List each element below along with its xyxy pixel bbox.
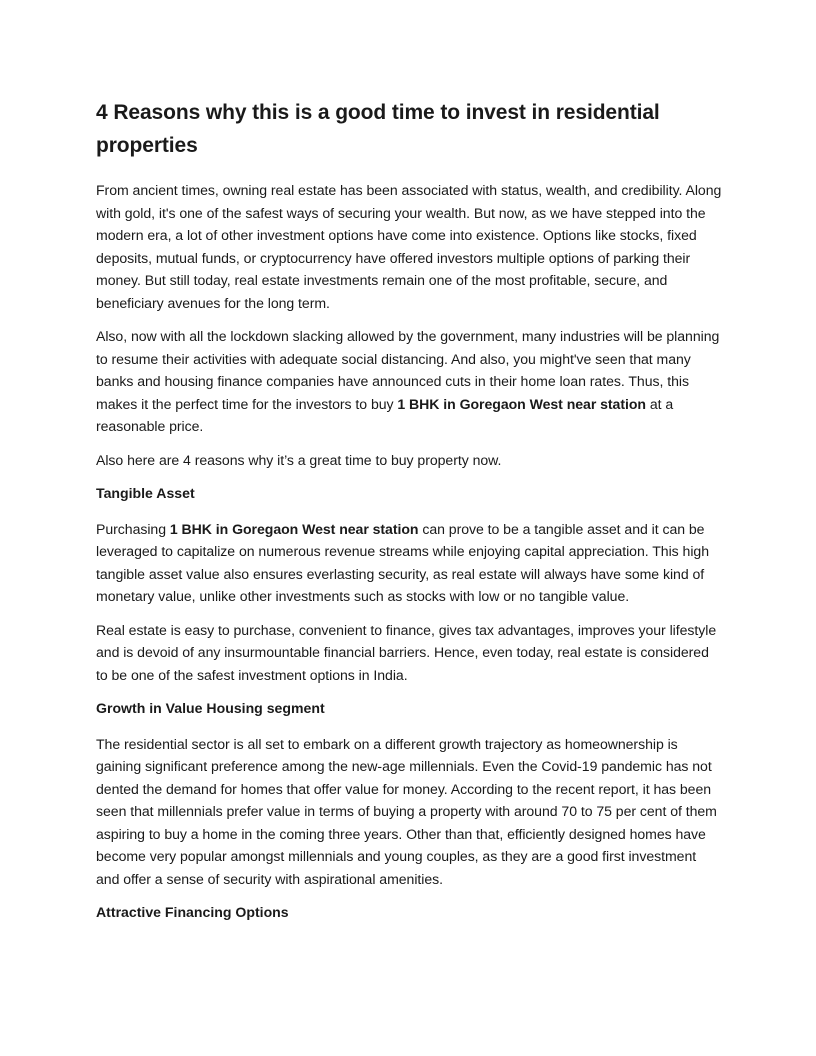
section-heading-financing: Attractive Financing Options [96,904,289,920]
intro-paragraph-1: From ancient times, owning real estate has been associated with status, wealth, and credibility. Along with gold, it's one of the safest ways of securing your wealth. But now, as we have stepped into the modern era, a lot of other investment options have come into existence. Options like stocks, fixed deposits, mutual funds, or cryptocurrency have offered investors multiple options of parking their money. But still today, real estate investments remain one of the most profitable, secure, and beneficiary avenues for the long term. [96,182,722,311]
intro-paragraph-2-text-b: at a reasonable price. [96,395,674,434]
intro-paragraph-2-text-a: Also, now with all the lockdown slacking allowed by the government, many industries will be planning to resume their activities with adequate social distancing. And also, you might've seen that many banks and housing finance companies have announced cuts in their home loan rates. Thus, this makes it the perfect time for the investors to buy [96,328,720,412]
intro-paragraph-3: Also here are 4 reasons why it’s a great time to buy property now. [96,451,502,468]
intro-paragraph-2-bold: 1 BHK in Goregaon West near station [397,395,646,412]
tangible-asset-paragraph-1-bold: 1 BHK in Goregaon West near station [169,520,419,537]
tangible-asset-paragraph-1 [96,518,722,608]
document-page [96,96,722,937]
intro-paragraph-2 [96,325,722,438]
tangible-asset-paragraph-2: Real estate is easy to purchase, convenient to finance, gives tax advantages, improves your lifestyle and is devoid of any insurmountable financial barriers. Hence, even today, real estate is considered to be one of the safest investment options in India. [96,621,717,683]
tangible-asset-paragraph-1-text-b: can prove to be a tangible asset and it can be leveraged to capitalize on numerous revenue streams while enjoying capital appreciation. This high tangible asset value also ensures everlasting security, as real estate will always have some kind of monetary value, unlike other investments such as stocks with low or no tangible value. [96,520,709,604]
growth-paragraph-1: The residential sector is all set to embark on a different growth trajectory as homeownership is gaining significant preference among the new-age millennials. Even the Covid-19 pandemic has not dented the demand for homes that offer value for money. According to the recent report, it has been seen that millennials prefer value in terms of buying a property with around 70 to 75 per cent of them aspiring to buy a home in the coming three years. Other than that, efficiently designed homes have become very popular amongst millennials and young couples, as they are a good first investment and offer a sense of security with aspirational amenities. [96,735,717,887]
page-title: 4 Reasons why this is a good time to invest in residential properties [96,101,660,157]
section-heading-tangible-asset: Tangible Asset [96,485,195,501]
tangible-asset-paragraph-1-text-a: Purchasing [96,520,170,537]
section-heading-growth: Growth in Value Housing segment [96,700,325,716]
